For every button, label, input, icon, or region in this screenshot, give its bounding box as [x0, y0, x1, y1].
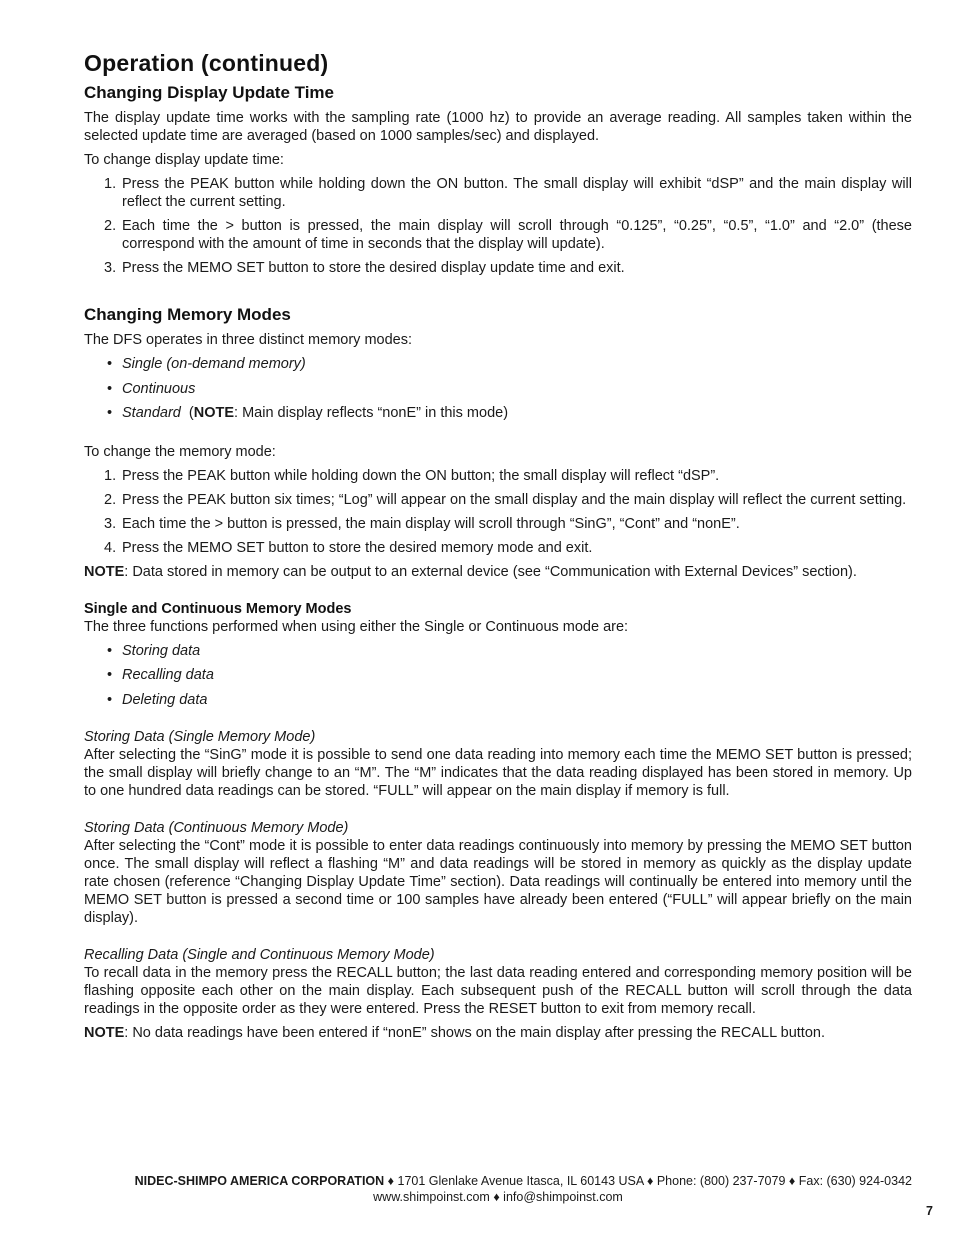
memory-modes-list: [84, 355, 912, 422]
recalling-text: To recall data in the memory press the RECALL button; the last data reading entered and corresponding memory position will be flashing opposite each other on the main display. Each subsequent push of the RECALL button will scroll through the data readings in the opposite order as they were entered. Press the RESET button to exit from memory recall.: [84, 965, 912, 1017]
page-footer: [84, 1173, 912, 1205]
list-item: • Single (on-demand memory): [107, 356, 306, 372]
single-continuous-intro: The three functions performed when using either the Single or Continuous mode are:: [84, 618, 629, 635]
memory-modes-intro: The DFS operates in three distinct memory modes:: [84, 332, 412, 348]
memory-mode-steps: [84, 467, 912, 557]
footer-web-line: www.shimpoinst.com ♦ info@shimpoinst.com: [373, 1190, 623, 1204]
storing-single-text: After selecting the “SinG” mode it is possible to send one data reading into memory each time the MEMO SET button is pressed; the small display will briefly change to an “M”. The “M” indicates that the data reading displayed has been stored in memory. Up to one hundred data readings can be stored. “FULL” will appear on the main display if memory is full.: [84, 747, 912, 799]
document-page: [84, 50, 912, 1048]
list-item: 1. Press the PEAK button while holding down the ON button; the small display will reflect “dSP”.: [104, 467, 720, 484]
display-update-steps: [84, 175, 912, 277]
list-item: 3. Each time the > button is pressed, the main display will scroll through “SinG”, “Cont” and “nonE”.: [104, 515, 740, 532]
storing-single-title: Storing Data (Single Memory Mode): [84, 729, 316, 745]
page-number: 7: [926, 1204, 933, 1218]
list-item: • Standard (NOTE: Main display reflects “nonE” in this mode): [107, 405, 509, 421]
page-title: Operation (continued): [84, 50, 329, 76]
list-item: 1. Press the PEAK button while holding down the ON button. The small display will exhibit “dSP” and the main display will reflect the current setting.: [104, 176, 912, 210]
storing-continuous-text: After selecting the “Cont” mode it is possible to enter data readings continuously into memory by pressing the MEMO SET button once. The small display will reflect a flashing “M” and data readings will be stored in memory as quickly as the display update rate chosen (reference “Changing Display Update Time” section). Data readings will continually be entered into memory until the MEMO SET button is pressed a second time or 100 samples have already been entered (“FULL” will appear briefly on the main display).: [84, 838, 912, 926]
list-item: • Continuous: [107, 380, 196, 397]
display-update-heading: Changing Display Update Time: [84, 83, 335, 102]
single-continuous-heading: Single and Continuous Memory Modes: [84, 600, 352, 617]
recalling-note: NOTE: No data readings have been entered if “nonE” shows on the main display after pressing the RECALL button.: [84, 1025, 825, 1041]
display-update-lead: To change display update time:: [84, 152, 284, 168]
list-item: 2. Each time the > button is pressed, the main display will scroll through “0.125”, “0.25”, “0.5”, “1.0” and “2.0” (these correspond with the amount of time in seconds that the display will update).: [104, 218, 912, 252]
display-update-intro: The display update time works with the sampling rate (1000 hz) to provide an average reading. All samples taken within the selected update time are averaged (based on 1000 samples/sec) and displayed.: [84, 110, 912, 144]
memory-mode-lead: To change the memory mode:: [84, 443, 276, 460]
company-name: NIDEC-SHIMPO AMERICA CORPORATION: [134, 1174, 385, 1188]
storing-continuous-title: Storing Data (Continuous Memory Mode): [84, 820, 349, 836]
functions-list: [84, 642, 912, 709]
recalling-title: Recalling Data (Single and Continuous Memory Mode): [84, 947, 435, 963]
list-item: • Storing data: [107, 642, 201, 659]
list-item: • Recalling data: [107, 667, 214, 683]
memory-modes-heading: Changing Memory Modes: [84, 305, 291, 324]
list-item: • Deleting data: [107, 691, 208, 708]
list-item: 3. Press the MEMO SET button to store the desired display update time and exit.: [104, 260, 625, 276]
list-item: 2. Press the PEAK button six times; “Log” will appear on the small display and the main display will reflect the current setting.: [104, 491, 907, 508]
list-item: 4. Press the MEMO SET button to store the desired memory mode and exit.: [104, 539, 593, 556]
memory-note: NOTE: Data stored in memory can be output to an external device (see “Communication with External Devices” section).: [84, 563, 857, 580]
footer-address-line: NIDEC-SHIMPO AMERICA CORPORATION ♦ 1701 Glenlake Avenue Itasca, IL 60143 USA ♦ Phone: (800) 237-7079 ♦ Fax: (630) 924-0342: [134, 1174, 912, 1188]
